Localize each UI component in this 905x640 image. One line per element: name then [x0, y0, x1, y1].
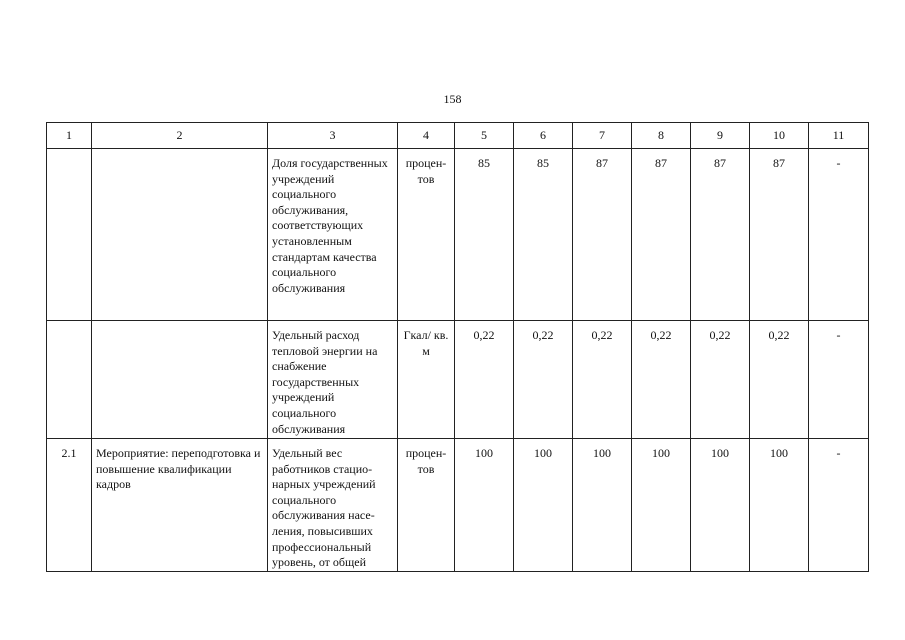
value-cell: 0,22	[691, 321, 750, 439]
column-header: 9	[691, 123, 750, 149]
unit-cell: Гкал/ кв. м	[398, 321, 455, 439]
column-header: 11	[809, 123, 869, 149]
value-cell: 0,22	[514, 321, 573, 439]
column-header: 5	[455, 123, 514, 149]
value-cell: 100	[632, 439, 691, 572]
column-header: 8	[632, 123, 691, 149]
value-cell: 100	[691, 439, 750, 572]
value-cell: 0,22	[750, 321, 809, 439]
row-number-cell	[47, 321, 92, 439]
column-header: 7	[573, 123, 632, 149]
value-cell: 87	[632, 149, 691, 321]
value-cell: 100	[514, 439, 573, 572]
value-cell: 100	[455, 439, 514, 572]
table-header-row	[47, 123, 869, 149]
row-number-cell: 2.1	[47, 439, 92, 572]
unit-cell: процен-тов	[398, 439, 455, 572]
table-row	[47, 439, 869, 572]
column-header: 4	[398, 123, 455, 149]
column-header: 2	[92, 123, 268, 149]
row-number-cell	[47, 149, 92, 321]
value-cell: 0,22	[573, 321, 632, 439]
column-header: 10	[750, 123, 809, 149]
value-cell: -	[809, 149, 869, 321]
value-cell: -	[809, 439, 869, 572]
value-cell: 85	[455, 149, 514, 321]
value-cell: 100	[750, 439, 809, 572]
column-header: 6	[514, 123, 573, 149]
value-cell: 87	[750, 149, 809, 321]
value-cell: 87	[691, 149, 750, 321]
value-cell: 0,22	[632, 321, 691, 439]
indicator-cell: Удельный вес работников стацио-нарных учреждений социального обслуживания насе-ления, повысивших профессиональный уровень, от общей	[268, 439, 398, 572]
column-header: 1	[47, 123, 92, 149]
measure-cell	[92, 321, 268, 439]
indicators-table	[46, 122, 869, 572]
measure-cell	[92, 149, 268, 321]
value-cell: 0,22	[455, 321, 514, 439]
indicator-cell: Доля государственных учреждений социального обслуживания, соответствующих установленным стандартам качества социального обслуживания	[268, 149, 398, 321]
value-cell: 100	[573, 439, 632, 572]
page-number: 158	[443, 92, 462, 106]
value-cell: 87	[573, 149, 632, 321]
value-cell: -	[809, 321, 869, 439]
unit-cell: процен-тов	[398, 149, 455, 321]
table-row	[47, 149, 869, 321]
column-header: 3	[268, 123, 398, 149]
measure-cell: Мероприятие: переподготовка и повышение квалификации кадров	[92, 439, 268, 572]
value-cell: 85	[514, 149, 573, 321]
table-row	[47, 321, 869, 439]
indicator-cell: Удельный расход тепловой энергии на снабжение государственных учреждений социального обслуживания	[268, 321, 398, 439]
